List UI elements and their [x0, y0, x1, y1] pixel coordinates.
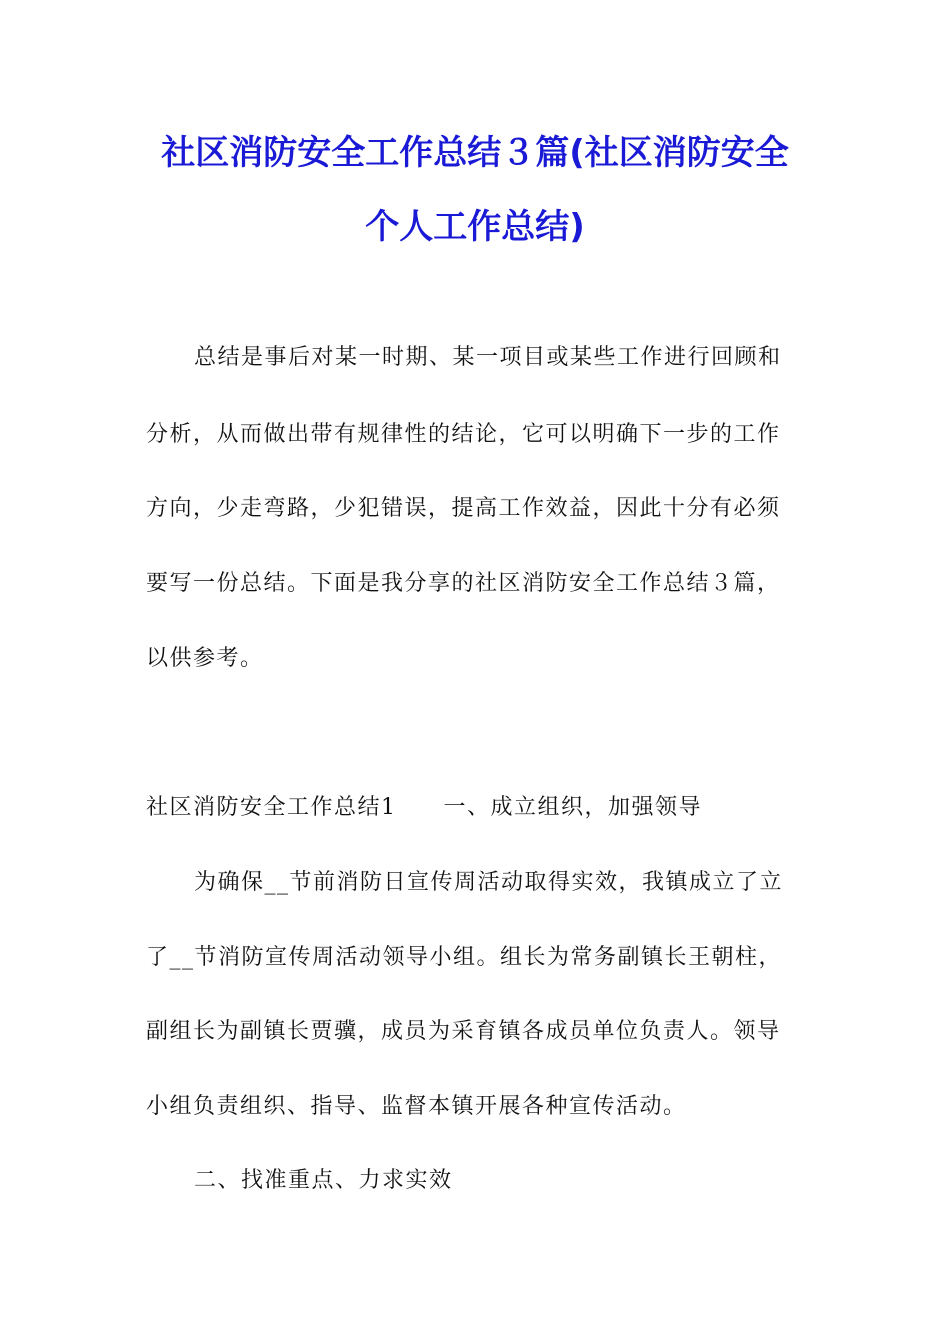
body-paragraph-line: 副组长为副镇长贾骥，成员为采育镇各成员单位负责人。领导: [146, 1019, 781, 1044]
document-title-line-1: 社区消防安全工作总结３篇(社区消防安全: [161, 133, 789, 173]
subheading: 二、找准重点、力求实效: [194, 1168, 453, 1193]
body-paragraph-line: 为确保__节前消防日宣传周活动取得实效，我镇成立了立: [194, 870, 784, 895]
section-heading: 社区消防安全工作总结1 一、成立组织，加强领导: [146, 795, 702, 820]
document-title-line-2: 个人工作总结): [365, 207, 585, 247]
body-paragraph-line: 小组负责组织、指导、监督本镇开展各种宣传活动。: [146, 1094, 687, 1119]
body-paragraph-line: 了__节消防宣传周活动领导小组。组长为常务副镇长王朝柱，: [146, 945, 783, 970]
intro-paragraph-line: 要写一份总结。下面是我分享的社区消防安全工作总结３篇，: [146, 571, 781, 596]
intro-paragraph-line: 总结是事后对某一时期、某一项目或某些工作进行回顾和: [194, 345, 782, 370]
intro-paragraph-line: 方向，少走弯路，少犯错误，提高工作效益，因此十分有必须: [146, 496, 781, 521]
intro-paragraph-line: 以供参考。: [146, 646, 264, 671]
intro-paragraph-line: 分析，从而做出带有规律性的结论，它可以明确下一步的工作: [146, 422, 781, 447]
